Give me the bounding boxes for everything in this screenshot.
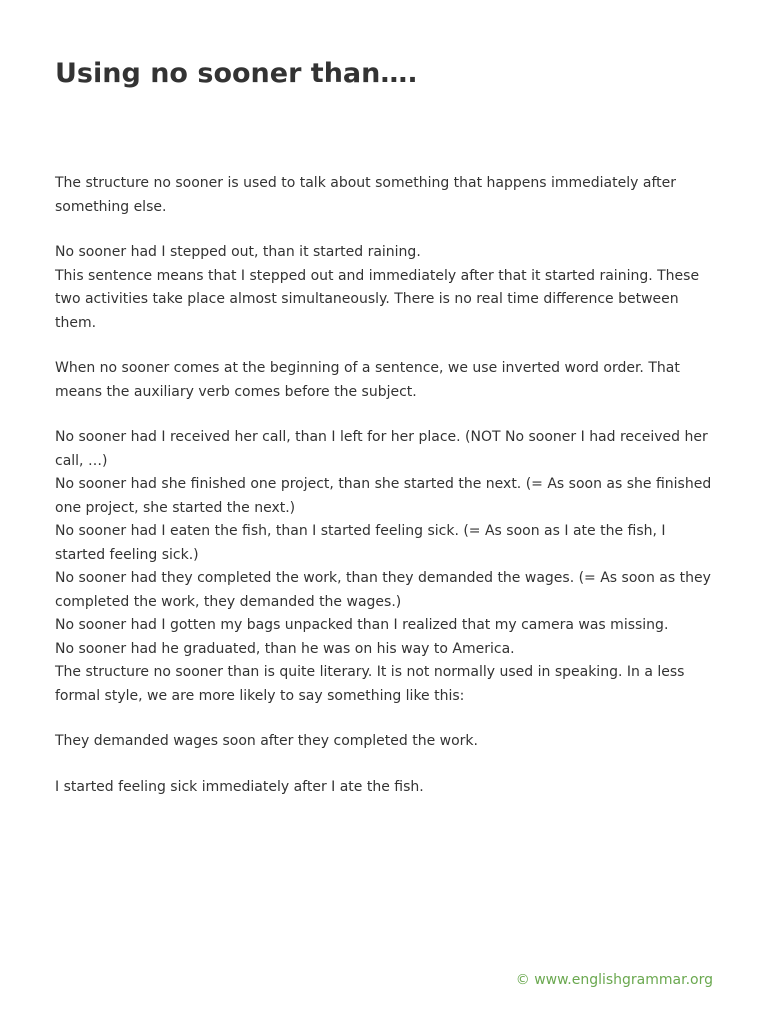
example-sentence: No sooner had I gotten my bags unpacked than I realized that my camera was missing. [55, 617, 669, 633]
example-sentence: No sooner had I eaten the fish, than I started feeling sick. (= As soon as I ate the fish, I started feeling sick.) [55, 523, 666, 563]
example-sentence: No sooner had I received her call, than I left for her place. (NOT No sooner I had received her call, …) [55, 429, 708, 469]
explanation-paragraph: This sentence means that I stepped out and immediately after that it started raining. These two activities take place almost simultaneously. There is no real time difference between them. [55, 267, 700, 331]
article-body [55, 172, 715, 799]
paragraph-spacer [55, 754, 715, 776]
literary-note-paragraph: The structure no sooner than is quite literary. It is not normally used in speaking. In a less formal style, we are more likely to say something like this: [55, 664, 685, 704]
copyright-footer: © www.englishgrammar.org [515, 972, 713, 988]
example-sentence: No sooner had I stepped out, than it started raining. [55, 244, 421, 260]
informal-example-sentence: I started feeling sick immediately after I ate the fish. [55, 778, 424, 795]
paragraph-spacer [55, 404, 715, 426]
paragraph-spacer [55, 708, 715, 730]
intro-paragraph: The structure no sooner is used to talk about something that happens immediately after something else. [55, 175, 676, 215]
example-sentence: No sooner had he graduated, than he was on his way to America. [55, 640, 515, 657]
informal-example-sentence: They demanded wages soon after they completed the work. [55, 733, 478, 749]
example-sentence: No sooner had she finished one project, than she started the next. (= As soon as she finished one project, she started the next.) [55, 476, 712, 516]
paragraph-spacer [55, 335, 715, 357]
paragraph-spacer [55, 219, 715, 241]
inversion-rule-paragraph: When no sooner comes at the beginning of a sentence, we use inverted word order. That means the auxiliary verb comes before the subject. [55, 360, 680, 400]
page-title: Using no sooner than…. [55, 58, 418, 89]
example-sentence: No sooner had they completed the work, than they demanded the wages. (= As soon as they completed the work, they demanded the wages.) [55, 570, 711, 610]
